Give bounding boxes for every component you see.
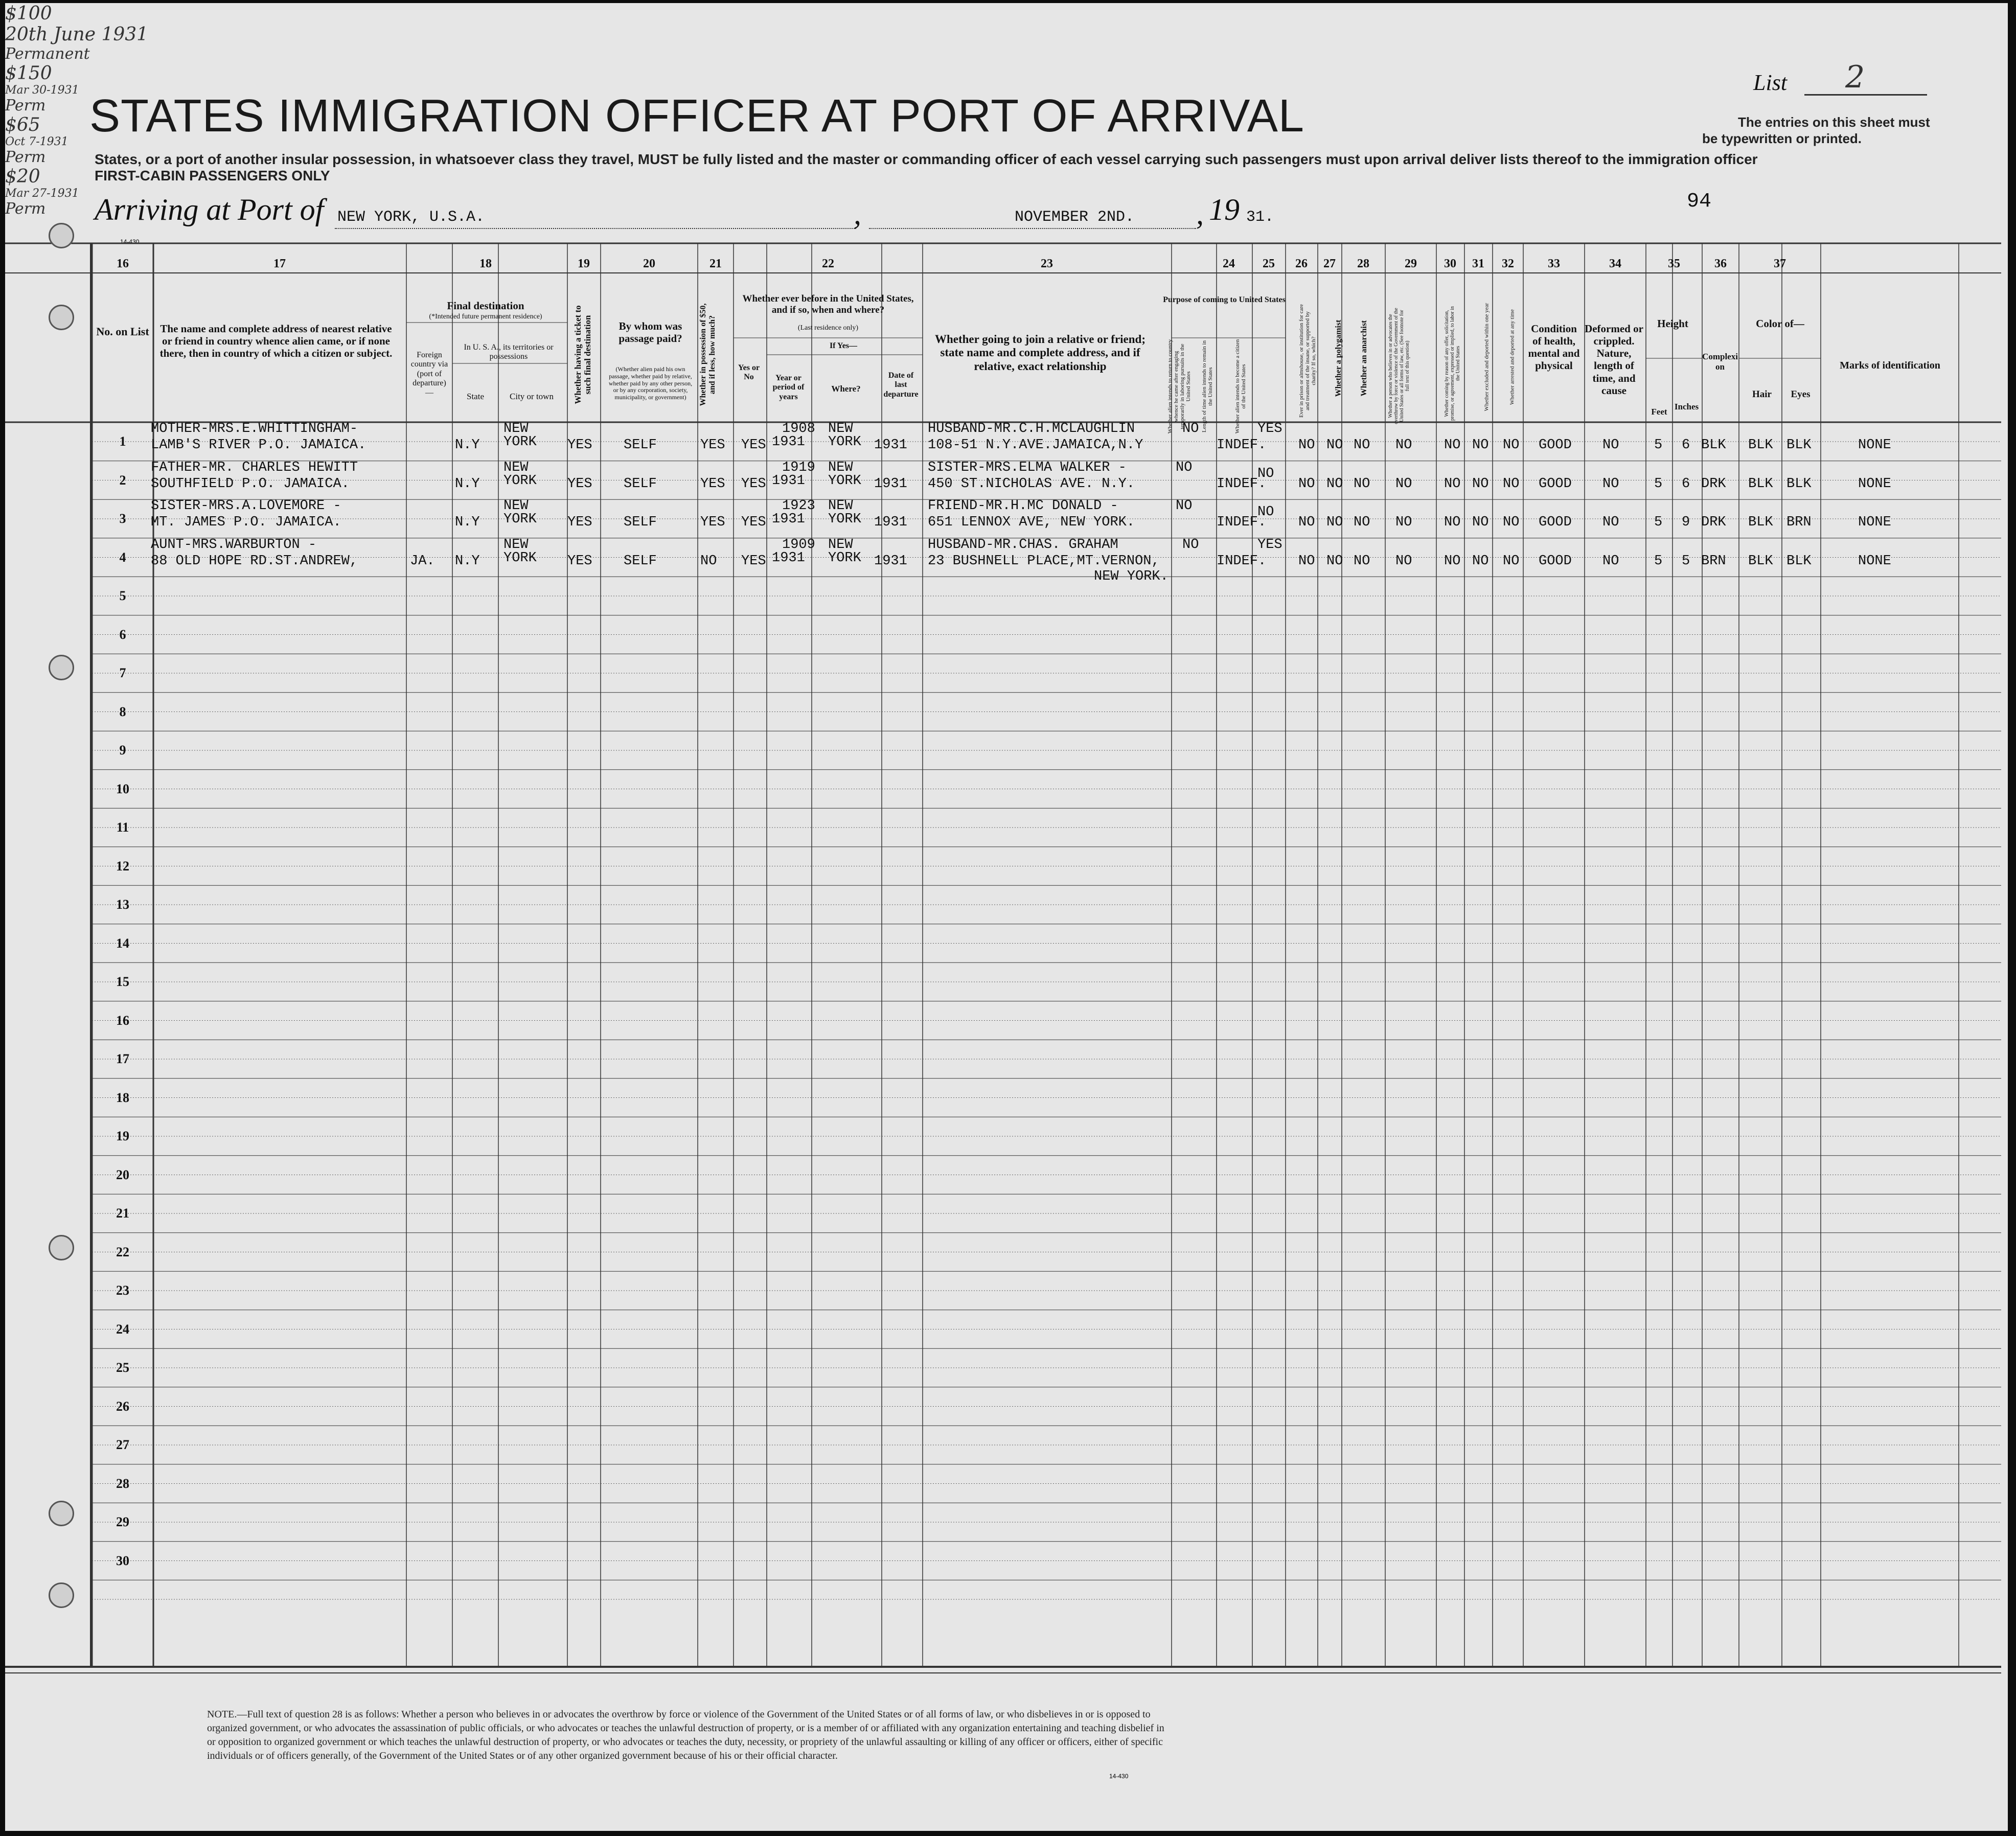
before-in-us: YES [741, 553, 766, 569]
col18-sub: (*Intended future permanent residence) [429, 313, 542, 320]
col22-header: Whether ever before in the United States, and if so, when and where? [742, 293, 914, 315]
before-in-us: YES [741, 438, 766, 453]
where-line2: YORK [828, 434, 861, 450]
col21-header: Whether in possession of $50, and if less, how much? [699, 303, 717, 406]
paid-amount-handwritten: $65 [5, 114, 40, 135]
hair-color: BLK [1748, 438, 1773, 453]
destination-city-2: YORK [503, 550, 537, 566]
stay-length: INDEF. [1217, 515, 1267, 530]
deformed-value: NO [1602, 476, 1619, 492]
relative-address: 88 OLD HOPE RD.ST.ANDREW, [151, 553, 358, 569]
anarchist-value: NO [1354, 515, 1370, 530]
join-address: 108-51 N.Y.AVE.JAMAICA,N.Y [928, 438, 1143, 453]
height-inches: 5 [1682, 553, 1690, 569]
departure-handwritten: 20th June 1931 [5, 24, 149, 45]
complexion-value: BLK [1701, 438, 1726, 453]
citizen-intent: NO [1257, 466, 1274, 481]
col18-city: City or town [510, 392, 554, 401]
purpose-handwritten: Perm [5, 200, 46, 218]
col19-header: Whether having a ticket to such final destination [573, 305, 592, 404]
years-first: 1909 [782, 537, 815, 553]
column-number: 35 [1668, 257, 1680, 270]
join-address: 651 LENNOX AVE, NEW YORK. [928, 515, 1135, 530]
row-number: 7 [119, 665, 126, 680]
destination-state: N.Y [455, 553, 480, 569]
polygamist-value: NO [1326, 515, 1343, 530]
col35-header: Complexion [1702, 352, 1738, 372]
destination-city: NEW [503, 537, 529, 553]
col26-header: Whether a polygamist [1334, 319, 1343, 397]
manifest-sheet [5, 3, 2008, 1831]
destination-city: NEW [503, 460, 529, 475]
complexion-value: DRK [1701, 476, 1726, 492]
col25-header: Ever in prison or almshouse, or institution for care and treatment of the insane, or supported by charity? If so, which? [1298, 304, 1317, 418]
destination-city-2: YORK [503, 473, 537, 489]
column-number: 30 [1444, 257, 1456, 270]
prison-value: NO [1298, 438, 1315, 453]
col22-where: Where? [831, 384, 861, 394]
row-number: 15 [116, 974, 129, 989]
column-number: 22 [822, 257, 834, 270]
column-number: 17 [273, 257, 286, 270]
excluded-value: NO [1472, 553, 1489, 569]
eye-color: BLK [1786, 438, 1812, 453]
destination-city-2: YORK [503, 434, 537, 450]
relative-name: MOTHER-MRS.E.WHITTINGHAM- [151, 421, 358, 437]
row-number: 12 [116, 858, 129, 874]
eye-color: BLK [1786, 476, 1812, 492]
height-feet: 5 [1654, 553, 1663, 569]
height-inches: 6 [1682, 476, 1690, 492]
polygamist-value: NO [1326, 476, 1343, 492]
destination-state: N.Y [455, 515, 480, 530]
row-number: 30 [116, 1553, 129, 1568]
col22-sub: (Last residence only) [797, 324, 859, 332]
labor-value: NO [1444, 553, 1461, 569]
column-number: 24 [1223, 257, 1235, 270]
q28-value: NO [1395, 553, 1412, 569]
binder-hole [49, 1501, 74, 1526]
anarchist-value: NO [1354, 476, 1370, 492]
paid-by: SELF [624, 553, 657, 569]
form-code: 14-430 [120, 238, 140, 245]
footnote: NOTE.—Full text of question 28 is as follows: Whether a person who believes in or advocates the overthrow by force or violence of the Government of the United States or of all forms of law, or who disbelieves in or is opposed to organized government, or who advocates the assassination of public officials, or who advocates or teaches the unlawful destruction of property, or is a member of or affiliated with any organization entertaining and teaching disbelief in or opposition to organized government or which teaches the unlawful destruction of property, or who advocates or teaches the duty, necessity, or propriety of the unlawful assaulting or killing of any officer or officers, either of specific individuals or of officers generally, of the Government of the United States or of any other organized government because of his or their official character. [207, 1709, 1164, 1761]
join-relative: SISTER-MRS.ELMA WALKER - [928, 460, 1127, 475]
row-number: 10 [116, 781, 129, 796]
paid-amount-handwritten: $100 [5, 3, 52, 24]
row-number: 8 [119, 704, 126, 719]
column-number: 21 [709, 257, 722, 270]
col28-header: Whether a person who believes in or advocates the overthrow by force or violence of the Government of the United States or all forms of law, etc. (See footnote for full text of this question) [1388, 308, 1410, 424]
col23-header: Whether going to join a relative or friend; state name and complete address, and if relative, exact relationship [934, 333, 1146, 373]
row-number: 9 [119, 743, 126, 758]
labor-value: NO [1444, 515, 1461, 530]
date-comma: , [1196, 197, 1204, 231]
deformed-value: NO [1602, 553, 1619, 569]
join-relative: FRIEND-MR.H.MC DONALD - [928, 498, 1118, 514]
subtitle-line-2: FIRST-CABIN PASSENGERS ONLY [95, 168, 330, 183]
prison-value: NO [1298, 515, 1315, 530]
column-number: 33 [1548, 257, 1560, 270]
hair-color: BLK [1748, 515, 1773, 530]
anarchist-value: NO [1354, 438, 1370, 453]
identification-marks: NONE [1858, 515, 1891, 530]
where-line2: YORK [828, 473, 861, 489]
column-number: 20 [643, 257, 655, 270]
years-last: 1931 [772, 473, 805, 489]
col20-sub: (Whether alien paid his own passage, whether paid by relative, whether paid by any other person, or by any corporation, society, municipality, or government) [608, 365, 693, 401]
purpose-handwritten: Permanent [5, 45, 90, 63]
departure-date: 1931 [874, 476, 907, 492]
row-number: 1 [119, 434, 126, 449]
destination-city: NEW [503, 498, 529, 514]
list-number: 2 [1845, 59, 1865, 95]
row-number: 17 [116, 1051, 129, 1066]
row-number: 13 [116, 897, 129, 912]
return-intent: NO [1176, 460, 1193, 475]
destination-state: N.Y [455, 438, 480, 453]
binder-hole [49, 1235, 74, 1260]
col24-return: Whether alien intends to return to country whence he came after engaging temporarily in laboring pursuits in the United States [1167, 339, 1192, 434]
return-intent: NO [1182, 537, 1199, 553]
ticket-value: YES [567, 553, 592, 569]
footnote-code: 14-430 [1109, 1773, 1129, 1780]
stay-length: INDEF. [1217, 438, 1267, 453]
excluded-value: NO [1472, 476, 1489, 492]
where-line2: YORK [828, 550, 861, 566]
health-value: GOOD [1539, 438, 1572, 453]
identification-marks: NONE [1858, 476, 1891, 492]
subtitle-line-1: States, or a port of another insular possession, in whatsoever class they travel, MUST be fully listed and the master or commanding officer of each vessel carrying such passengers must upon arrival deliver lists thereof to the immigration officer [95, 151, 1758, 167]
column-number: 25 [1263, 257, 1275, 270]
citizen-intent: NO [1257, 504, 1274, 520]
col18-state: State [467, 392, 484, 401]
relative-address: SOUTHFIELD P.O. JAMAICA. [151, 476, 350, 492]
where-line1: NEW [828, 498, 853, 514]
page-title: STATES IMMIGRATION OFFICER AT PORT OF ARRIVAL [89, 90, 1304, 142]
departure-handwritten: Mar 30-1931 [5, 84, 79, 97]
row-number: 5 [119, 588, 126, 603]
q28-value: NO [1395, 476, 1412, 492]
relative-address: MT. JAMES P.O. JAMAICA. [151, 515, 341, 530]
arrested-value: NO [1503, 476, 1520, 492]
height-inches: 9 [1682, 515, 1690, 530]
join-relative: HUSBAND-MR.CHAS. GRAHAM [928, 537, 1118, 553]
where-line1: NEW [828, 537, 853, 553]
polygamist-value: NO [1326, 553, 1343, 569]
relative-name: SISTER-MRS.A.LOVEMORE - [151, 498, 341, 514]
row-number: 27 [116, 1437, 129, 1452]
row-number: 20 [116, 1167, 129, 1182]
column-number: 34 [1609, 257, 1621, 270]
height-feet: 5 [1654, 476, 1663, 492]
column-number: 18 [479, 257, 492, 270]
height-feet: 5 [1654, 515, 1663, 530]
polygamist-value: NO [1326, 438, 1343, 453]
arrested-value: NO [1503, 438, 1520, 453]
health-value: GOOD [1539, 476, 1572, 492]
entries-note-1: The entries on this sheet must [1738, 114, 1930, 130]
col18-foreign: Foreign country via (port of departure)— [410, 351, 448, 397]
eye-color: BLK [1786, 553, 1812, 569]
departure-date: 1931 [874, 553, 907, 569]
prison-value: NO [1298, 553, 1315, 569]
complexion-value: DRK [1701, 515, 1726, 530]
col17-header: The name and complete address of nearest relative or friend in country whence alien came, or if none there, then in country of which a citizen or subject. [159, 323, 393, 360]
year-value: 31. [1246, 209, 1274, 226]
q28-value: NO [1395, 515, 1412, 530]
binder-hole [49, 305, 74, 330]
row-number: 6 [119, 627, 126, 642]
arrested-value: NO [1503, 553, 1520, 569]
col27-header: Whether an anarchist [1360, 320, 1368, 397]
deformed-value: NO [1602, 438, 1619, 453]
column-number: 37 [1774, 257, 1786, 270]
where-line1: NEW [828, 421, 853, 437]
col36-header: Color of— [1756, 317, 1804, 330]
before-in-us: YES [741, 476, 766, 492]
citizen-intent: YES [1257, 421, 1282, 437]
labor-value: NO [1444, 438, 1461, 453]
return-intent: NO [1176, 498, 1193, 514]
column-number: 28 [1357, 257, 1369, 270]
money-value: YES [700, 515, 725, 530]
health-value: GOOD [1539, 515, 1572, 530]
row-number: 3 [119, 511, 126, 526]
comma-separator: , [854, 197, 861, 231]
col22-ifyes: If Yes— [829, 341, 858, 350]
money-value: YES [700, 476, 725, 492]
column-number: 26 [1295, 257, 1308, 270]
column-number: 23 [1041, 257, 1053, 270]
col34-inches: Inches [1674, 402, 1699, 411]
col31-header: Whether arrested and deported at any time [1509, 309, 1516, 405]
arrested-value: NO [1503, 515, 1520, 530]
column-number: 36 [1714, 257, 1727, 270]
col34-feet: Feet [1651, 407, 1667, 417]
row-number: 28 [116, 1476, 129, 1491]
destination-city: NEW [503, 421, 529, 437]
labor-value: NO [1444, 476, 1461, 492]
height-feet: 5 [1654, 438, 1663, 453]
column-number: 19 [578, 257, 590, 270]
deformed-value: NO [1602, 515, 1619, 530]
row-number: 19 [116, 1129, 129, 1143]
years-last: 1931 [772, 434, 805, 450]
col24-header: Purpose of coming to United States [1163, 295, 1286, 304]
q28-value: NO [1395, 438, 1412, 453]
relative-address: LAMB'S RIVER P.O. JAMAICA. [151, 438, 366, 453]
col29-header: Whether coming by reason of any offer, solicitation, promise, or agreement, expressed or implied, to labor in the United States [1444, 306, 1461, 421]
col34-header: Height [1657, 317, 1688, 330]
row-number: 25 [116, 1360, 129, 1375]
stay-length: INDEF. [1217, 553, 1267, 569]
where-line1: NEW [828, 460, 853, 475]
column-number: 16 [117, 257, 129, 270]
paid-amount-handwritten: $150 [5, 63, 52, 84]
paid-by: SELF [624, 515, 657, 530]
binder-hole [49, 1582, 74, 1608]
stay-length: INDEF. [1217, 476, 1267, 492]
hair-color: BLK [1748, 476, 1773, 492]
row-number: 11 [116, 820, 129, 835]
departure-date: 1931 [874, 438, 907, 453]
row-number: 14 [116, 935, 129, 951]
column-number: 31 [1472, 257, 1484, 270]
years-last: 1931 [772, 512, 805, 527]
years-first: 1919 [782, 460, 815, 475]
list-label: List [1753, 70, 1788, 95]
hair-color: BLK [1748, 553, 1773, 569]
row-number: 4 [119, 549, 126, 565]
paid-by: SELF [624, 438, 657, 453]
form-grid [5, 3, 2008, 1831]
port-value: NEW YORK, U.S.A. [337, 209, 485, 226]
excluded-value: NO [1472, 438, 1489, 453]
prison-value: NO [1298, 476, 1315, 492]
date-value: NOVEMBER 2ND. [1015, 209, 1135, 226]
departure-handwritten: Mar 27-1931 [5, 187, 79, 200]
col18-header: Final destination [447, 300, 524, 312]
join-address: 450 ST.NICHOLAS AVE. N.Y. [928, 476, 1135, 492]
relative-name: FATHER-MR. CHARLES HEWITT [151, 460, 358, 475]
column-number: 32 [1502, 257, 1514, 270]
binder-hole [49, 655, 74, 680]
row-number: 26 [116, 1398, 129, 1414]
relative-name: AUNT-MRS.WARBURTON - [151, 537, 317, 553]
col24-citizen: Whether alien intends to become a citizen of the United States [1234, 339, 1247, 434]
health-value: GOOD [1539, 553, 1572, 569]
ticket-value: YES [567, 476, 592, 492]
row-number: 29 [116, 1514, 129, 1529]
column-number: 29 [1405, 257, 1417, 270]
paid-by: SELF [624, 476, 657, 492]
ticket-value: YES [567, 438, 592, 453]
foreign-country: JA. [410, 553, 435, 569]
row-number: 24 [116, 1321, 129, 1337]
col20-header: By whom was passage paid? [618, 320, 682, 345]
years-first: 1923 [782, 498, 815, 514]
citizen-intent: YES [1257, 537, 1282, 553]
eye-color: BRN [1786, 515, 1812, 530]
col16-header: No. on List [96, 325, 149, 338]
paid-amount-handwritten: $20 [5, 166, 40, 187]
ticket-value: YES [567, 515, 592, 530]
join-address-3: NEW YORK. [1094, 568, 1169, 584]
row-number: 21 [116, 1206, 129, 1221]
entries-note-2: be typewritten or printed. [1702, 131, 1862, 146]
row-number: 18 [116, 1090, 129, 1105]
row-number: 16 [116, 1013, 129, 1028]
destination-state: N.Y [455, 476, 480, 492]
departure-handwritten: Oct 7-1931 [5, 135, 68, 148]
col24-length: Length of time alien intends to remain in the United States [1201, 340, 1214, 432]
col36-hair: Hair [1752, 389, 1772, 400]
year-prefix: 19 [1209, 193, 1240, 226]
return-intent: NO [1182, 421, 1199, 437]
excluded-value: NO [1472, 515, 1489, 530]
col33-header: Deformed or crippled. Nature, length of time, and cause [1585, 323, 1643, 397]
money-value: NO [700, 553, 717, 569]
row-number: 2 [119, 472, 126, 488]
departure-date: 1931 [874, 515, 907, 530]
money-value: YES [700, 438, 725, 453]
col22-yesno: Yes or No [738, 363, 760, 382]
binder-hole [49, 223, 74, 248]
col18-usa: In U. S. A., its territories or possessions [464, 343, 554, 361]
col36-eyes: Eyes [1791, 389, 1811, 400]
row-number: 23 [116, 1283, 129, 1298]
before-in-us: YES [741, 515, 766, 530]
purpose-handwritten: Perm [5, 97, 46, 114]
page-number: 94 [1687, 190, 1712, 213]
row-number: 22 [116, 1244, 129, 1259]
col30-header: Whether excluded and deported within one year [1483, 303, 1490, 411]
destination-city-2: YORK [503, 512, 537, 527]
identification-marks: NONE [1858, 438, 1891, 453]
anarchist-value: NO [1354, 553, 1370, 569]
col22-date: Date of last departure [883, 371, 919, 399]
join-address: 23 BUSHNELL PLACE,MT.VERNON, [928, 553, 1160, 569]
col22-year: Year or period of years [772, 374, 805, 401]
col32-header: Condition of health, mental and physical [1528, 323, 1580, 372]
complexion-value: BRN [1701, 553, 1726, 569]
identification-marks: NONE [1858, 553, 1891, 569]
col37-header: Marks of identification [1840, 360, 1940, 371]
height-inches: 6 [1682, 438, 1690, 453]
years-first: 1908 [782, 421, 815, 437]
years-last: 1931 [772, 550, 805, 566]
join-relative: HUSBAND-MR.C.H.MCLAUGHLIN [928, 421, 1135, 437]
purpose-handwritten: Perm [5, 148, 46, 166]
where-line2: YORK [828, 512, 861, 527]
arriving-label: Arriving at Port of [95, 193, 324, 226]
column-number: 27 [1323, 257, 1336, 270]
